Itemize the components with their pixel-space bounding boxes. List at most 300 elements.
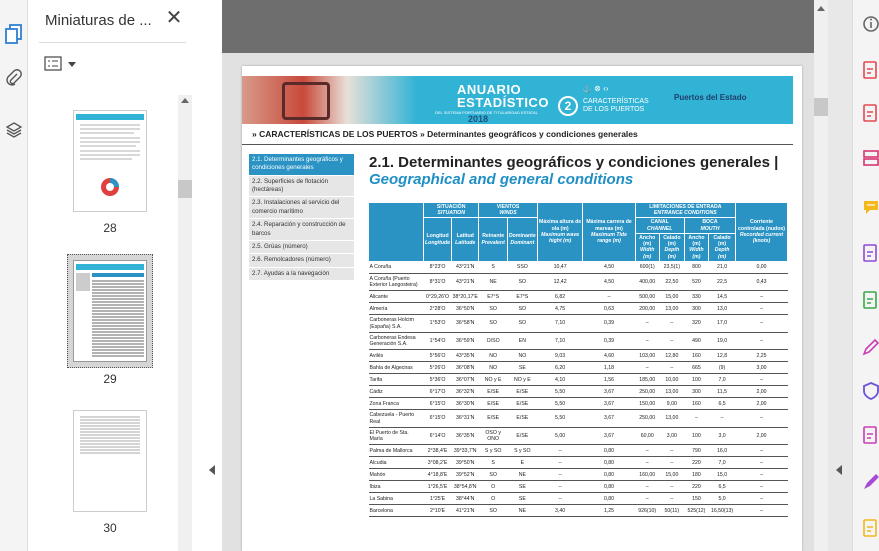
port-name-cell: La Sabina (369, 493, 424, 505)
left-tool-strip (0, 0, 28, 551)
export-icon[interactable] (861, 425, 879, 445)
table-row (369, 457, 788, 469)
section-nav-item[interactable]: 2.2. Superficies de flotación (hectáreas) (249, 176, 354, 198)
table-cell: 9,03 (537, 350, 583, 362)
table-cell: – (736, 493, 788, 505)
page-number-label: 28 (103, 221, 117, 235)
divider (39, 42, 186, 43)
scroll-up-arrow-icon[interactable] (817, 6, 825, 11)
port-name-cell: Mahón (369, 469, 424, 481)
table-cell: SO (479, 315, 508, 332)
table-cell: 0,80 (583, 457, 635, 469)
table-row (369, 273, 788, 290)
table-cell: – (736, 469, 788, 481)
table-cell: 2°38,4'E (424, 445, 452, 457)
conditions-table (368, 202, 788, 517)
chapter-icons: ⚓ ⊗ ‹› (582, 84, 609, 93)
port-name-cell: Alicante (369, 291, 424, 303)
table-cell: 43°35'N (452, 350, 479, 362)
table-cell: SSO (507, 261, 537, 273)
table-cell: 220 (684, 481, 708, 493)
header-canal: CANAL CHANNEL (635, 218, 684, 233)
table-cell: SE (507, 493, 537, 505)
port-name-cell: Carboneras Endesa Generación S.A. (369, 332, 424, 349)
table-cell: 16,50(13) (709, 505, 736, 517)
table-cell: 39°50'N (452, 457, 479, 469)
header-longitud: Longitud Longitude (424, 218, 452, 261)
table-cell: 41°21'N (452, 505, 479, 517)
table-cell: NO y E (479, 374, 508, 386)
expand-right-panel-icon[interactable] (836, 465, 842, 475)
table-row (369, 410, 788, 427)
port-name-cell: Avilés (369, 350, 424, 362)
table-row (369, 332, 788, 349)
right-pane-handle-area (828, 0, 852, 551)
table-cell: – (736, 291, 788, 303)
table-cell: 15,00 (659, 291, 684, 303)
page-title (369, 154, 779, 189)
table-cell: 6,5 (709, 481, 736, 493)
table-body (369, 261, 788, 516)
header-canal-calado: Calado (m) Depth (m) (659, 233, 684, 261)
table-cell: 22,5 (709, 273, 736, 290)
table-cell: 2,00 (736, 398, 788, 410)
table-cell: 300 (684, 386, 708, 398)
section-nav-item[interactable]: 2.3. Instalaciones al servicio del comercio marítimo (249, 197, 354, 219)
table-cell: 800 (684, 261, 708, 273)
table-row (369, 350, 788, 362)
table-cell: NO y E (507, 374, 537, 386)
table-cell: SO (479, 303, 508, 315)
table-cell: 7,0 (709, 457, 736, 469)
document-scrollbar[interactable] (814, 0, 828, 551)
table-cell: 150 (684, 493, 708, 505)
table-cell: 5,50 (537, 410, 583, 427)
table-row (369, 493, 788, 505)
port-name-cell: Cádiz (369, 386, 424, 398)
title-spanish: 2.1. Determinantes geográficos y condiciones generales (369, 154, 770, 171)
table-cell: 3,67 (583, 410, 635, 427)
table-cell: 5°56'O (424, 350, 452, 362)
table-cell: SO (479, 505, 508, 517)
table-cell: – (537, 445, 583, 457)
table-cell: – (659, 315, 684, 332)
table-cell: 220 (684, 457, 708, 469)
table-cell: 36°30'N (452, 398, 479, 410)
compress-icon[interactable] (861, 290, 879, 310)
table-cell: SE (507, 481, 537, 493)
table-cell: O (479, 493, 508, 505)
table-cell: 5°36'O (424, 374, 452, 386)
port-name-cell: Palma de Mallorca (369, 445, 424, 457)
table-cell: – (537, 493, 583, 505)
table-cell: E/SE (479, 398, 508, 410)
table-cell: 1°26,5'E (424, 481, 452, 493)
table-cell: NE (507, 469, 537, 481)
table-row (369, 261, 788, 273)
table-cell: 16,0 (709, 445, 736, 457)
table-cell: 36°08'N (452, 362, 479, 374)
page-banner (242, 76, 793, 124)
table-cell: E/SE (479, 386, 508, 398)
title-english: Geographical and general conditions (369, 171, 634, 189)
table-cell: 36°31'N (452, 410, 479, 427)
table-cell: S y SO (479, 445, 508, 457)
table-cell: 13,00 (659, 386, 684, 398)
brand-logo: Puertos del Estado (674, 93, 747, 102)
table-cell: 6,20 (537, 362, 583, 374)
port-name-cell: Barcelona (369, 505, 424, 517)
table-cell: 6°15'O (424, 410, 452, 427)
table-cell: 160 (684, 350, 708, 362)
table-cell: 3°08,2'E (424, 457, 452, 469)
table-cell: 100 (684, 374, 708, 386)
table-cell: 6,5 (709, 398, 736, 410)
table-cell: S (479, 261, 508, 273)
table-cell: – (736, 481, 788, 493)
table-cell: 5,0 (709, 493, 736, 505)
port-name-cell: Almería (369, 303, 424, 315)
table-cell: – (736, 374, 788, 386)
port-name-cell: A Coruña (369, 261, 424, 273)
table-cell: 320 (684, 315, 708, 332)
title-separator: | (769, 154, 779, 171)
table-cell: 1,25 (583, 505, 635, 517)
previous-page-area (222, 0, 814, 53)
table-cell: 11,5 (709, 386, 736, 398)
table-cell: 0,80 (583, 469, 635, 481)
table-cell: – (583, 291, 635, 303)
table-cell: 4,60 (583, 350, 635, 362)
table-cell: 39°52'N (452, 469, 479, 481)
table-cell: NE (479, 273, 508, 290)
section-nav-item[interactable]: 2.5. Grúas (número) (249, 241, 354, 254)
table-cell: 4°18,8'E (424, 469, 452, 481)
port-name-cell: El Puerto de Sta. María (369, 427, 424, 444)
table-cell: 36°07'N (452, 374, 479, 386)
table-cell: 5,00 (537, 427, 583, 444)
table-cell: 330 (684, 291, 708, 303)
table-cell: 200,00 (635, 303, 659, 315)
table-cell: 12,42 (537, 273, 583, 290)
port-name-cell: Zona Franca (369, 398, 424, 410)
table-cell: NO (479, 362, 508, 374)
table-cell: – (537, 469, 583, 481)
table-cell: – (537, 457, 583, 469)
table-cell: 38°20,17'E (452, 291, 479, 303)
right-tools-strip (852, 0, 879, 551)
header-marea: Máxima carrera de mareas (m) Maximum Tide range (m) (583, 203, 635, 262)
table-cell: – (537, 481, 583, 493)
table-cell: 3,00 (659, 427, 684, 444)
table-cell: – (635, 332, 659, 349)
table-cell: – (659, 362, 684, 374)
table-row (369, 445, 788, 457)
table-row (369, 374, 788, 386)
chapter-caption-line1: CARACTERÍSTICAS (583, 98, 649, 105)
table-cell: – (736, 457, 788, 469)
table-cell: E7°S (507, 291, 537, 303)
table-cell: S y SO (507, 445, 537, 457)
table-cell: E/SE (507, 386, 537, 398)
table-cell: 0,80 (583, 445, 635, 457)
thumbnail-options-button[interactable] (44, 55, 84, 73)
table-cell: 1°53'O (424, 315, 452, 332)
table-cell: O/SO (479, 332, 508, 349)
table-cell: 7,10 (537, 332, 583, 349)
page-thumbnail[interactable] (73, 260, 147, 362)
table-cell: 10,00 (659, 374, 684, 386)
table-cell: 5,50 (537, 398, 583, 410)
table-cell: OSO y ONO (479, 427, 508, 444)
header-limitaciones: LIMITACIONES DE ENTRADA ENTRANCE CONDITIONS (635, 203, 735, 218)
table-cell: 13,00 (659, 410, 684, 427)
export-pdf-icon[interactable] (861, 60, 879, 80)
table-cell: E7°S (479, 291, 508, 303)
table-cell: 2°10'E (424, 505, 452, 517)
thumbnail-panel (29, 0, 222, 551)
fill-sign-icon[interactable] (861, 472, 879, 492)
panel-title: Miniaturas de ... (45, 12, 152, 29)
table-cell: – (736, 410, 788, 427)
section-nav-item[interactable]: 2.4. Reparación y construcción de barcos (249, 219, 354, 241)
table-cell: 300 (684, 303, 708, 315)
thumbnail-scrollbar[interactable] (178, 95, 192, 551)
table-cell: 2,00 (736, 427, 788, 444)
chapter-number-badge: 2 (558, 96, 578, 116)
header-situacion: SITUACIÓN SITUATION (424, 203, 479, 218)
table-cell: 525(12) (684, 505, 708, 517)
header-corriente: Corriente controlada (nudos) Recorded current (knots) (736, 203, 788, 262)
table-cell: 43°21'N (452, 261, 479, 273)
table-cell: 15,00 (659, 469, 684, 481)
table-cell: 600(1) (635, 261, 659, 273)
edit-pdf-icon[interactable] (861, 337, 879, 357)
header-ola: Máxima altura de ola (m) Maximum wave hight (m) (537, 203, 583, 262)
table-cell: 36°58'N (452, 315, 479, 332)
table-cell: – (635, 315, 659, 332)
table-cell: 38°54,8'N (452, 481, 479, 493)
table-cell: 13,00 (659, 303, 684, 315)
table-cell: O (479, 481, 508, 493)
table-cell: 490 (684, 332, 708, 349)
port-name-cell: A Coruña (Puerto Exterior Langosteira) (369, 273, 424, 290)
info-icon[interactable] (861, 14, 879, 34)
table-cell: 0,43 (736, 273, 788, 290)
chapter-caption-line2: DE LOS PUERTOS (583, 106, 645, 113)
table-row (369, 386, 788, 398)
table-cell: 3,40 (537, 505, 583, 517)
table-cell: 0°29,26'O (424, 291, 452, 303)
close-panel-button[interactable]: ✕ (165, 7, 183, 29)
table-cell: 180 (684, 469, 708, 481)
protect-icon[interactable] (861, 381, 879, 401)
table-cell: 5,50 (537, 386, 583, 398)
port-name-cell: Tarifa (369, 374, 424, 386)
banner-year: 2018 (468, 114, 489, 124)
table-cell: 400,00 (635, 273, 659, 290)
table-cell: 15,0 (709, 469, 736, 481)
port-name-cell: Cabezuela - Puerto Real (369, 410, 424, 427)
table-cell: 665 (684, 362, 708, 374)
combine-files-icon[interactable] (861, 243, 879, 263)
table-cell: 43°21'N (452, 273, 479, 290)
collapse-left-panel-icon[interactable] (209, 465, 215, 475)
table-row (369, 362, 788, 374)
section-nav-item[interactable]: 2.1. Determinantes geográficos y condiciones generales (249, 154, 354, 176)
table-cell: – (684, 410, 708, 427)
table-row (369, 505, 788, 517)
layers-icon[interactable] (2, 118, 26, 142)
table-cell: 3,67 (583, 398, 635, 410)
section-nav-item[interactable]: 2.7. Ayudas a la navegación (249, 268, 354, 281)
table-cell: 7,10 (537, 315, 583, 332)
table-cell: 1,56 (583, 374, 635, 386)
table-cell: 790 (684, 445, 708, 457)
table-cell: 50(11) (659, 505, 684, 517)
table-row (369, 315, 788, 332)
table-cell: 1°25'E (424, 493, 452, 505)
table-cell: 14,5 (709, 291, 736, 303)
table-cell: – (736, 315, 788, 332)
table-cell: NO (507, 350, 537, 362)
table-cell: – (659, 332, 684, 349)
header-boca-calado: Calado (m) Depth (m) (709, 233, 736, 261)
table-cell: E/SE (507, 427, 537, 444)
table-cell: 150,00 (635, 398, 659, 410)
table-row (369, 398, 788, 410)
table-cell: 12,8 (709, 350, 736, 362)
table-cell: 8°31'O (424, 273, 452, 290)
table-cell: 160,00 (635, 469, 659, 481)
table-cell: 6°14'O (424, 427, 452, 444)
port-name-cell: Carboneras Holcim (España) S.A. (369, 315, 424, 332)
scroll-up-arrow-icon[interactable] (181, 98, 189, 103)
table-cell: 0,63 (583, 303, 635, 315)
table-cell: – (736, 332, 788, 349)
table-cell: 21,0 (709, 261, 736, 273)
page-thumbnail[interactable] (73, 110, 147, 212)
header-canal-ancho: Ancho (m) Width (m) (635, 233, 659, 261)
section-nav-item[interactable]: 2.6. Remolcadores (número) (249, 254, 354, 267)
header-port (369, 203, 424, 262)
section-nav (249, 154, 354, 281)
table-cell: 22,50 (659, 273, 684, 290)
more-tools-icon[interactable] (861, 518, 879, 538)
table-cell: 0,80 (583, 481, 635, 493)
table-cell: 1°54'O (424, 332, 452, 349)
table-cell: 3,0 (709, 427, 736, 444)
table-cell: – (659, 457, 684, 469)
table-cell: 3,67 (583, 386, 635, 398)
table-cell: 3,00 (736, 362, 788, 374)
table-cell: 6°15'O (424, 398, 452, 410)
table-cell: 250,00 (635, 386, 659, 398)
table-cell: 8°23'O (424, 261, 452, 273)
table-cell: 185,00 (635, 374, 659, 386)
table-cell: E (507, 457, 537, 469)
attachment-icon[interactable] (2, 66, 26, 90)
table-cell: – (635, 457, 659, 469)
table-cell: 6°17'O (424, 386, 452, 398)
table-row (369, 469, 788, 481)
table-cell: 36°50'N (452, 303, 479, 315)
table-row (369, 291, 788, 303)
table-cell: 23,5(1) (659, 261, 684, 273)
table-cell: 520 (684, 273, 708, 290)
table-cell: 36°59'N (452, 332, 479, 349)
table-cell: – (635, 362, 659, 374)
table-cell: – (709, 410, 736, 427)
document-view[interactable] (222, 0, 814, 551)
table-cell: 250,00 (635, 410, 659, 427)
table-cell: 103,00 (635, 350, 659, 362)
table-cell: 4,75 (537, 303, 583, 315)
table-row (369, 481, 788, 493)
page-thumbnail[interactable] (73, 410, 147, 512)
table-cell: 39°33,7'N (452, 445, 479, 457)
header-boca-ancho: Ancho (m) Width (m) (684, 233, 708, 261)
table-cell: – (635, 481, 659, 493)
table-cell: SO (507, 273, 537, 290)
table-cell: 10,47 (537, 261, 583, 273)
banner-title-line2: ESTADÍSTICO (457, 95, 549, 110)
table-cell: 17,0 (709, 315, 736, 332)
table-cell: NE (507, 505, 537, 517)
table-cell: 4,50 (583, 261, 635, 273)
table-cell: EN (507, 332, 537, 349)
table-row (369, 427, 788, 444)
table-cell: 2,00 (736, 386, 788, 398)
table-cell: 3,67 (583, 427, 635, 444)
crane-illustration (282, 82, 330, 120)
table-cell: 4,10 (537, 374, 583, 386)
table-cell: 9,00 (659, 398, 684, 410)
pages-icon[interactable] (2, 22, 26, 46)
header-boca: BOCA MOUTH (684, 218, 735, 233)
organize-pages-icon[interactable] (861, 148, 879, 168)
port-name-cell: Ibiza (369, 481, 424, 493)
table-cell: 2°28'O (424, 303, 452, 315)
table-cell: 100 (684, 427, 708, 444)
table-row (369, 303, 788, 315)
table-cell: SO (479, 469, 508, 481)
table-cell: E/SE (479, 410, 508, 427)
table-cell: – (635, 445, 659, 457)
table-cell: – (659, 481, 684, 493)
table-cell: – (635, 493, 659, 505)
table-cell: – (736, 505, 788, 517)
header-latitud: Latitud Latitude (452, 218, 479, 261)
pdf-page (242, 66, 802, 551)
table-cell: SO (507, 303, 537, 315)
table-cell: – (736, 303, 788, 315)
banner-subtitle: DEL SISTEMA PORTUARIO DE TITULARIDAD ESTATAL (435, 110, 538, 115)
scrollbar-thumb[interactable] (814, 98, 828, 116)
selected-thumbnail-frame[interactable] (67, 254, 153, 368)
table-cell: 0,39 (583, 315, 635, 332)
table-cell: 36°35'N (452, 427, 479, 444)
header-reinante: Reinante Prevalent (479, 218, 508, 261)
table-cell: 4,50 (583, 273, 635, 290)
scrollbar-thumb[interactable] (178, 180, 192, 198)
table-cell: 160 (684, 398, 708, 410)
table-cell: 13,0 (709, 303, 736, 315)
comment-icon[interactable] (861, 197, 879, 217)
create-pdf-icon[interactable] (861, 103, 879, 123)
header-dominante: Dominante Dominant (507, 218, 537, 261)
table-cell: – (659, 445, 684, 457)
